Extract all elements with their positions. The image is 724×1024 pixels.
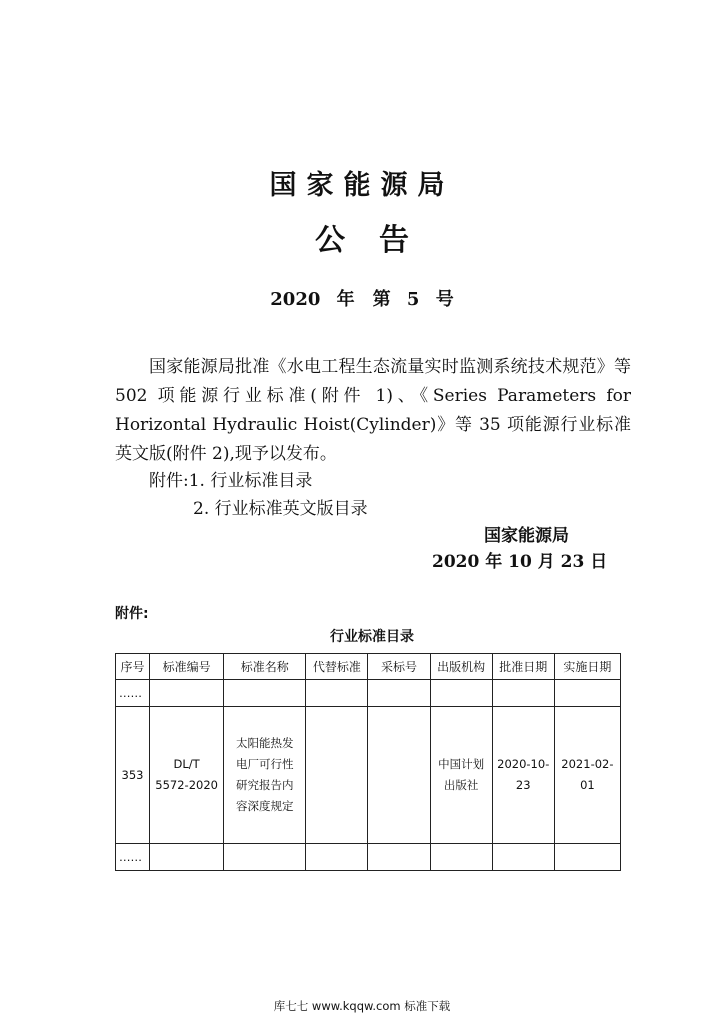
- attachment-1: 附件:1. 行业标准目录: [149, 471, 313, 491]
- name-cell: [224, 707, 306, 844]
- name-line: 容深度规定: [236, 799, 294, 813]
- col-header-name: 标准名称: [224, 654, 306, 680]
- code-line: DL/T: [173, 757, 200, 771]
- col-header-effective-date: 实施日期: [554, 654, 620, 680]
- name-line: 太阳能热发: [236, 736, 294, 750]
- table-title: 行业标准目录: [330, 629, 414, 645]
- publisher-line: 出版社: [443, 778, 479, 792]
- name-line: 研究报告内: [236, 778, 294, 792]
- replace-cell: [306, 707, 368, 844]
- adopt-cell: [368, 707, 430, 844]
- standards-table: [115, 653, 621, 871]
- col-header-approve-date: 批准日期: [492, 654, 554, 680]
- effective-date-cell: 2021-02-01: [554, 707, 620, 844]
- table-header-row: [116, 654, 621, 680]
- ellipsis-cell: ……: [116, 844, 150, 871]
- col-header-seq: 序号: [116, 654, 150, 680]
- code-cell: [150, 707, 224, 844]
- publisher-line: 中国计划: [438, 757, 485, 771]
- name-line: 电厂可行性: [236, 757, 294, 771]
- agency-title: 国家能源局: [269, 170, 455, 201]
- announcement-title: 公告: [315, 223, 443, 258]
- table-row: [116, 844, 621, 871]
- seq-cell: 353: [116, 707, 150, 844]
- col-header-replace: 代替标准: [306, 654, 368, 680]
- issue-date: 2020 年 10 月 23 日: [432, 552, 608, 572]
- body-paragraph: 国家能源局批准《水电工程生态流量实时监测系统技术规范》等 502 项能源行业标准(附件 1)、《Series Parameters for Horizontal Hydraulic Hoist(Cylinder)》等 35 项能源行业标准英文版(附件 2),现予以发布。: [115, 357, 631, 464]
- appendix-label: 附件:: [115, 606, 149, 622]
- approve-date-cell: 2020-10-23: [492, 707, 554, 844]
- col-header-publisher: 出版机构: [430, 654, 492, 680]
- attachment-2: 2. 行业标准英文版目录: [193, 499, 368, 519]
- publisher-cell: [430, 707, 492, 844]
- footer-watermark: 库七七 www.kqqw.com 标准下载: [273, 999, 451, 1013]
- code-line: 5572-2020: [155, 778, 218, 792]
- issue-number: 2020 年 第 5 号: [270, 289, 454, 310]
- issuer-signature: 国家能源局: [484, 526, 569, 546]
- col-header-adopt: 采标号: [368, 654, 430, 680]
- col-header-code: 标准编号: [150, 654, 224, 680]
- ellipsis-cell: ……: [116, 680, 150, 707]
- table-row: [116, 707, 621, 844]
- announcement-body: [115, 353, 631, 469]
- table-row: [116, 680, 621, 707]
